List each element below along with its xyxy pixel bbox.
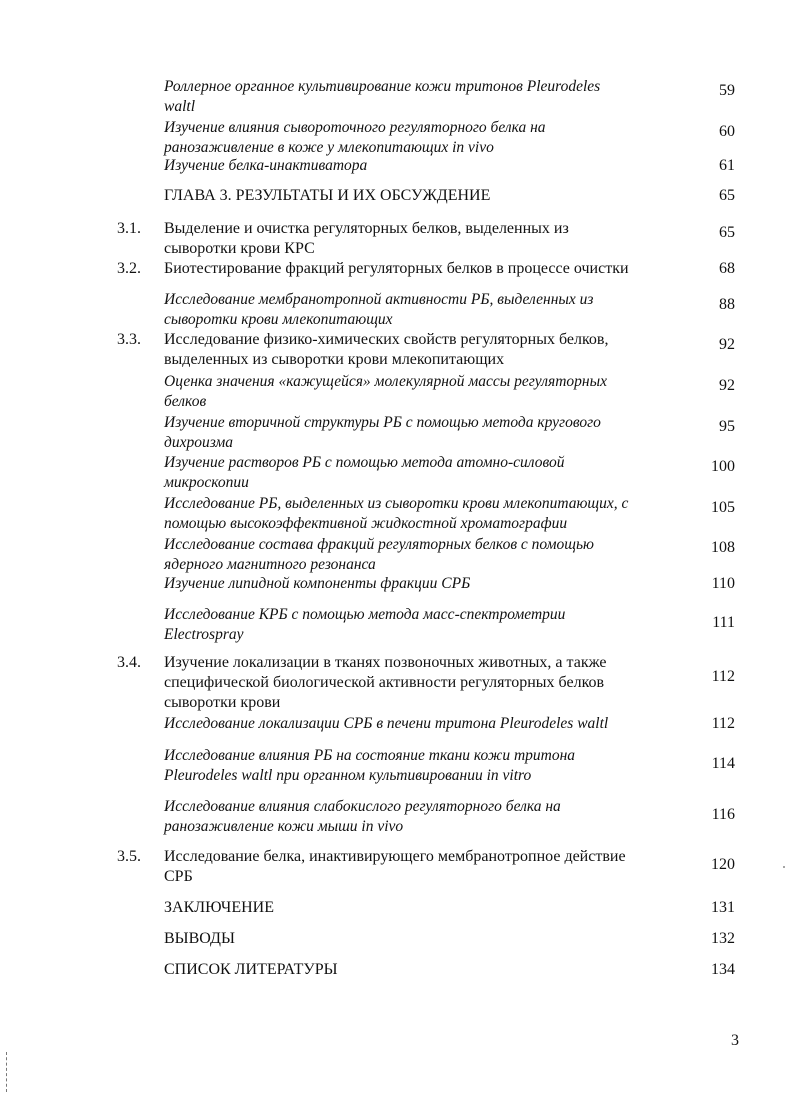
toc-entry-title: Изучение локализации в тканях позвоночных животных, а также специфической биологической активности регуляторных белков сыворотки крови xyxy=(164,654,607,711)
toc-entry-page: 111 xyxy=(712,614,735,631)
toc-entry-title: ГЛАВА 3. РЕЗУЛЬТАТЫ И ИХ ОБСУЖДЕНИЕ xyxy=(164,187,491,204)
toc-entry-page: 60 xyxy=(719,123,735,140)
toc-entry-title: ЗАКЛЮЧЕНИЕ xyxy=(164,899,274,916)
toc-entry-page: 108 xyxy=(711,539,735,556)
toc-entry-title: Оценка значения «кажущейся» молекулярной массы регуляторных белков xyxy=(164,373,607,410)
page-number: 3 xyxy=(731,1032,739,1049)
toc-entry-page: 92 xyxy=(719,377,735,394)
toc-entry-number: 3.5. xyxy=(117,848,141,865)
toc-entry-title: Исследование мембранотропной активности РБ, выделенных из сыворотки крови млекопитающих xyxy=(164,291,594,328)
toc-entry-page: 110 xyxy=(711,575,735,592)
toc-entry-page: 112 xyxy=(711,668,735,685)
toc-entry-page: 65 xyxy=(719,224,735,241)
toc-entry-page: 61 xyxy=(719,157,735,174)
toc-entry-title: ВЫВОДЫ xyxy=(164,930,235,947)
toc-entry-title: Исследование КРБ с помощью метода масс-спектрометрии Electrospray xyxy=(164,606,566,643)
toc-entry-page: 114 xyxy=(711,755,735,772)
toc-entry-title: Изучение растворов РБ с помощью метода атомно-силовой микроскопии xyxy=(164,454,565,491)
toc-entry-page: 105 xyxy=(711,499,735,516)
toc-entry-page: 88 xyxy=(719,296,735,313)
toc-entry-page: 116 xyxy=(711,806,735,823)
toc-entry-page: 134 xyxy=(711,961,735,978)
toc-entry-title: Роллерное органное культивирование кожи тритонов Pleurodeles waltl xyxy=(164,78,601,115)
scan-speck xyxy=(783,866,785,868)
toc-entry-title: СПИСОК ЛИТЕРАТУРЫ xyxy=(164,961,338,978)
toc-entry-page: 92 xyxy=(719,336,735,353)
toc-entry-title: Изучение влияния сывороточного регуляторного белка на ранозаживление в коже у млекопитающих in vivo xyxy=(164,119,546,156)
toc-entry-page: 112 xyxy=(711,715,735,732)
toc-entry-title: Исследование белка, инактивирующего мембранотропное действие СРБ xyxy=(164,848,626,885)
toc-entry-page: 120 xyxy=(711,856,735,873)
toc-entry-page: 132 xyxy=(711,930,735,947)
toc-entry-title: Исследование локализации СРБ в печени тритона Pleurodeles waltl xyxy=(164,715,609,732)
toc-entry-title: Исследование влияния слабокислого регуляторного белка на ранозаживление кожи мыши in vivo xyxy=(164,798,561,835)
toc-entry-number: 3.1. xyxy=(117,220,141,237)
toc-entry-title: Исследование РБ, выделенных из сыворотки крови млекопитающих, с помощью высокоэффективной жидкостной хроматографии xyxy=(164,495,629,532)
toc-entry-title: Изучение вторичной структуры РБ с помощью метода кругового дихроизма xyxy=(164,414,601,451)
toc-entry-title: Исследование физико-химических свойств регуляторных белков, выделенных из сыворотки крови млекопитающих xyxy=(164,331,609,368)
toc-entry-number: 3.4. xyxy=(117,654,141,671)
toc-entry-title: Изучение липидной компоненты фракции СРБ xyxy=(164,575,471,592)
scan-margin-mark xyxy=(6,1052,8,1092)
toc-entry-title: Исследование состава фракций регуляторных белков с помощью ядерного магнитного резонанса xyxy=(164,536,594,573)
toc-entry-page: 59 xyxy=(719,82,735,99)
toc-entry-page: 68 xyxy=(719,260,735,277)
toc-entry-page: 65 xyxy=(719,187,735,204)
toc-entry-title: Исследование влияния РБ на состояние ткани кожи тритона Pleurodeles waltl при органном культивировании in vitro xyxy=(164,747,576,784)
toc-entry-title: Биотестирование фракций регуляторных белков в процессе очистки xyxy=(164,260,629,277)
toc-entry-page: 131 xyxy=(711,899,735,916)
toc-entry-page: 100 xyxy=(711,458,735,475)
toc-entry-title: Изучение белка-инактиватора xyxy=(164,157,368,174)
toc-entry-title: Выделение и очистка регуляторных белков, выделенных из сыворотки крови КРС xyxy=(164,220,569,257)
toc-entry-number: 3.2. xyxy=(117,260,141,277)
toc-entry-number: 3.3. xyxy=(117,331,141,348)
toc-entry-page: 95 xyxy=(719,418,735,435)
